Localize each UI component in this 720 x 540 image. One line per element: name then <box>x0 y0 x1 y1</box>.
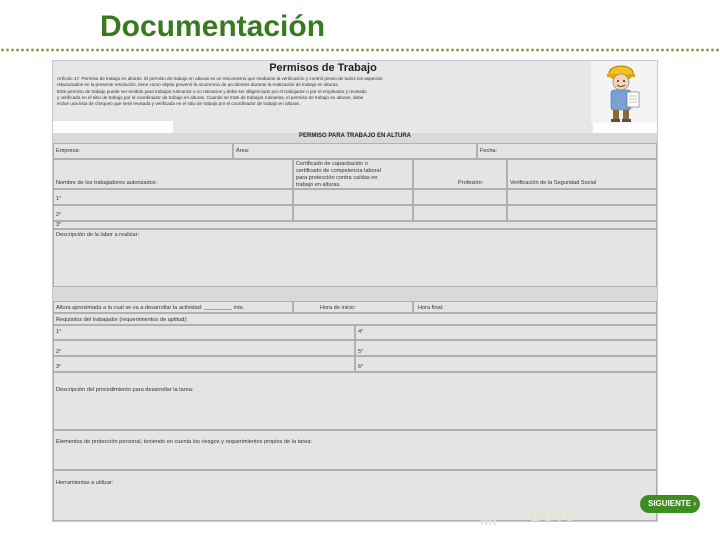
worker-row-cert <box>293 189 413 205</box>
elementos-label: Elementos de protección personal, teniendo en cuenta los riesgos y requerimientos propios de la tarea: <box>56 439 312 445</box>
row-number: 1° <box>56 196 62 202</box>
panel-line: incluir una lista de chequeo que será revisada y verificada en el sitio de trabajo por el coordinador de trabajo en alturas. <box>57 101 301 107</box>
altura-label: Altura aproximada a la cual se va a desarrollar la actividad: _________ mts. <box>56 305 245 311</box>
profesion-cell <box>413 159 507 189</box>
worker-row-prof <box>413 205 507 221</box>
worker-row <box>53 221 657 229</box>
requisitos-label: Requisitos del trabajador (requerimientos de aptitud): <box>56 317 188 323</box>
permit-document-image <box>52 60 658 522</box>
row-number: 3° <box>56 222 62 228</box>
certificado-line: certificado de competencia laboral <box>296 168 381 174</box>
fecha-cell <box>477 143 657 159</box>
hora-inicio-label: Hora de inicio: <box>320 305 356 311</box>
hora-final-cell <box>413 301 657 313</box>
descripcion-cell <box>53 229 657 287</box>
seguridad-cell <box>507 159 657 189</box>
area-cell <box>233 143 477 159</box>
req-number: 3° <box>56 364 62 370</box>
certificado-line: Certificado de capacitación o <box>296 161 368 167</box>
profesion-label: Profesión: <box>458 180 484 186</box>
req-cell <box>355 340 657 356</box>
elementos-cell <box>53 430 657 470</box>
req-cell <box>53 356 355 372</box>
worker-row <box>53 205 293 221</box>
row-number: 2° <box>56 212 62 218</box>
panel-line: Artículo 17. Permiso de trabajo en alturas. El permiso de trabajo en alturas es un mecanismo que mediante la verificación y control previo de todos los aspectos <box>57 76 383 81</box>
form-header: PERMISO PARA TRABAJO EN ALTURA <box>298 133 411 139</box>
hora-final-label: Hora final: <box>418 305 444 311</box>
seguridad-label: Verificación de la Seguridad Social <box>510 180 597 186</box>
procedimiento-label: Descripción del procedimiento para desarrollar la tarea: <box>56 387 194 393</box>
panel-line: relacionados en la presente resolución, tiene como objeto prevenir la ocurrencia de accidentes durante la realización de trabajo en alturas. <box>57 82 339 88</box>
altura-cell <box>53 301 293 313</box>
area-label: Área: <box>236 148 250 154</box>
worker-illustration <box>591 61 657 123</box>
panel-line: Este permiso de trabajo puede ser emitido para trabajos rutinarios o no rutinarios y debe ser diligenciado por el trabajador o por el empleador y revisado <box>57 88 367 94</box>
dotted-divider <box>0 48 720 52</box>
descripcion-label: Descripción de la labor a realizar: <box>56 232 140 238</box>
logo-text-a: MI <box>480 512 497 529</box>
req-number: 1° <box>56 329 62 335</box>
next-button[interactable]: SIGUIENTE › <box>640 495 700 513</box>
empresa-label: Empresa: <box>56 148 80 154</box>
req-number: 2° <box>56 349 62 355</box>
req-number: 5° <box>358 349 364 355</box>
worker-row <box>53 189 293 205</box>
panel-line: y verificado en el sitio de trabajo por el coordinador de trabajo en alturas. Cuando se trate de trabajos rutinarios, el permiso de trabajo en alturas, debe <box>57 94 364 100</box>
worker-row-cert <box>293 205 413 221</box>
logo-text-b: BOYS <box>530 508 576 525</box>
requisitos-cell <box>53 313 657 325</box>
fecha-label: Fecha: <box>480 148 498 154</box>
req-cell <box>53 325 355 340</box>
permit-form <box>53 133 657 521</box>
certificado-line: para protección contra caídas en <box>296 175 378 181</box>
construction-worker-icon <box>591 61 657 123</box>
empresa-cell <box>53 143 233 159</box>
panel-text <box>57 76 591 107</box>
worker-row-ss <box>507 205 657 221</box>
nombre-label: Nombre de los trabajadores autorizados: <box>56 180 158 186</box>
herramientas-label: Herramientas a utilizar: <box>56 480 114 486</box>
req-number: 4° <box>358 329 364 335</box>
worker-row-prof <box>413 189 507 205</box>
req-cell <box>53 340 355 356</box>
slide-title: Documentación <box>100 10 326 43</box>
req-number: 6° <box>358 364 364 370</box>
procedimiento-cell <box>53 372 657 430</box>
panel-title: Permisos de Trabajo <box>269 62 377 74</box>
worker-row-ss <box>507 189 657 205</box>
certificado-line: trabajo en alturas. <box>296 182 341 188</box>
certificado-cell <box>293 159 413 189</box>
nombre-cell <box>53 159 293 189</box>
req-cell <box>355 325 657 340</box>
req-cell <box>355 356 657 372</box>
hora-inicio-cell <box>293 301 413 313</box>
